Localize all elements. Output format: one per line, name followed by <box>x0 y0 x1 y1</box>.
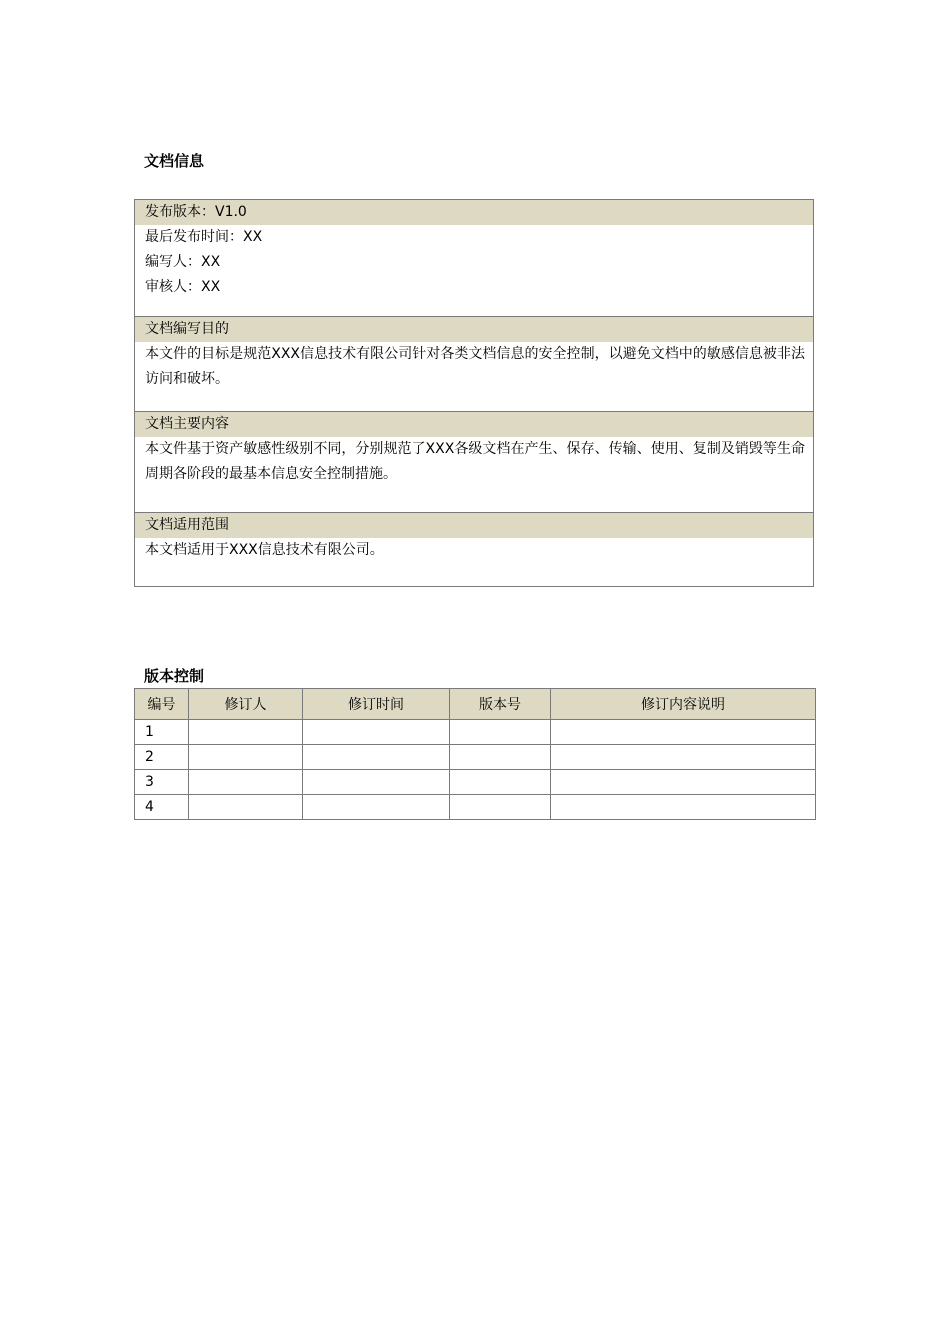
table-row <box>135 745 816 770</box>
revision-time-cell <box>303 770 450 795</box>
table-row <box>135 795 816 820</box>
doc-info-table <box>134 199 814 587</box>
purpose-section <box>135 316 813 412</box>
table-row <box>135 720 816 745</box>
description-cell <box>551 720 816 745</box>
description-cell <box>551 745 816 770</box>
version-cell <box>450 770 551 795</box>
reviewer: 审核人：XX <box>145 279 221 295</box>
row-number: 3 <box>135 770 189 795</box>
version-control-table <box>134 688 816 820</box>
scope-section <box>135 512 813 588</box>
reviser-cell <box>189 720 303 745</box>
content-section <box>135 411 813 513</box>
scope-text: 本文档适用于XXX信息技术有限公司。 <box>145 542 384 558</box>
release-version-header: 发布版本：V1.0 <box>135 200 813 225</box>
row-number: 1 <box>135 720 189 745</box>
description-cell <box>551 795 816 820</box>
description-cell <box>551 770 816 795</box>
content-text: 本文件基于资产敏感性级别不同，分别规范了XXX各级文档在产生、保存、传输、使用、复制及销毁等生命周期各阶段的最基本信息安全控制措施。 <box>145 441 805 482</box>
column-header-revision-time: 修订时间 <box>303 689 450 720</box>
release-section <box>135 200 813 316</box>
table-header-row <box>135 689 816 720</box>
reviser-cell <box>189 745 303 770</box>
column-header-version: 版本号 <box>450 689 551 720</box>
column-header-reviser: 修订人 <box>189 689 303 720</box>
version-cell <box>450 745 551 770</box>
reviser-cell <box>189 795 303 820</box>
row-number: 4 <box>135 795 189 820</box>
author: 编写人：XX <box>145 254 221 270</box>
purpose-header: 文档编写目的 <box>135 317 813 342</box>
purpose-text: 本文件的目标是规范XXX信息技术有限公司针对各类文档信息的安全控制，以避免文档中的敏感信息被非法访问和破坏。 <box>145 346 805 387</box>
column-header-number: 编号 <box>135 689 189 720</box>
revision-time-cell <box>303 745 450 770</box>
doc-info-heading: 文档信息 <box>144 152 205 170</box>
revision-time-cell <box>303 795 450 820</box>
row-number: 2 <box>135 745 189 770</box>
column-header-description: 修订内容说明 <box>551 689 816 720</box>
content-header: 文档主要内容 <box>135 412 813 437</box>
table-row <box>135 770 816 795</box>
last-release-time: 最后发布时间：XX <box>145 229 263 245</box>
release-details <box>135 225 813 300</box>
version-cell <box>450 795 551 820</box>
scope-header: 文档适用范围 <box>135 513 813 538</box>
reviser-cell <box>189 770 303 795</box>
version-cell <box>450 720 551 745</box>
revision-time-cell <box>303 720 450 745</box>
version-control-heading: 版本控制 <box>144 667 205 685</box>
